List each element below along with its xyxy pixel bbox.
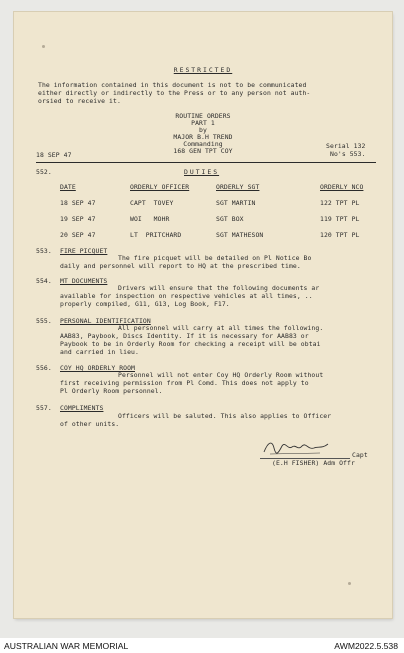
duty-date: 20 SEP 47 — [60, 231, 96, 239]
signature-rank: Capt — [352, 451, 368, 459]
duty-nco: 119 TPT PL — [320, 215, 360, 223]
footer-bar — [0, 638, 404, 653]
item-line: daily and personnel will report to HQ at the prescribed time. — [60, 262, 301, 270]
caveat-line: orsied to receive it. — [38, 97, 121, 105]
caveat-line: The information contained in this document is not to be communicated — [38, 81, 307, 89]
duties-item-number: 552. — [36, 168, 52, 176]
signature-name: (E.H FISHER) Adm Offr — [272, 459, 355, 467]
duty-sgt: SGT MATHESON — [216, 231, 264, 239]
item-title: PERSONAL IDENTIFICATION — [60, 317, 151, 325]
footer-accession-number: AWM2022.5.538 — [334, 641, 398, 651]
item-title: COMPLIMENTS — [60, 404, 104, 412]
duties-heading: DUTIES — [184, 168, 220, 176]
item-line: properly compiled, G11, G13, Log Book, F17. — [60, 300, 230, 308]
item-line: Officers will be saluted. This also applies to Officer — [118, 412, 332, 420]
item-line: Personnel will not enter Coy HQ Orderly Room without — [118, 371, 324, 379]
item-line: AAB83, Paybook, Discs Identity. If it is necessary for AAB83 or — [60, 332, 309, 340]
duty-date: 19 SEP 47 — [60, 215, 96, 223]
duty-nco: 120 TPT PL — [320, 231, 360, 239]
item-title: COY HQ ORDERLY ROOM — [60, 364, 136, 372]
serial-number: Serial 132 — [326, 142, 366, 150]
duty-officer: CAPT TOVEY — [130, 199, 174, 207]
item-number: 555. — [36, 317, 52, 325]
item-title: MT DOCUMENTS — [60, 277, 108, 285]
document-sheet — [14, 12, 392, 618]
item-number: 554. — [36, 277, 52, 285]
duty-date: 18 SEP 47 — [60, 199, 96, 207]
duties-column-header: ORDERLY OFFICER — [130, 183, 190, 191]
duty-officer: LT PRITCHARD — [130, 231, 182, 239]
item-line: Drivers will ensure that the following documents ar — [118, 284, 320, 292]
orders-commander: MAJOR B.H TREND — [173, 133, 233, 141]
item-number: 557. — [36, 404, 52, 412]
item-number: 553. — [36, 247, 52, 255]
handwritten-signature — [260, 436, 332, 458]
duties-column-header: ORDERLY NCO — [320, 183, 364, 191]
orders-unit: 168 GEN TPT COY — [173, 147, 233, 155]
orders-commanding: Commanding — [183, 140, 223, 148]
order-date: 18 SEP 47 — [36, 151, 72, 159]
item-title: FIRE PICQUET — [60, 247, 108, 255]
paper-mark — [348, 582, 351, 585]
item-line: Paybook to be in Orderly Room for checking a receipt will be obtai — [60, 340, 321, 348]
item-line: of other units. — [60, 420, 120, 428]
paper-mark — [42, 45, 45, 48]
duty-officer: WOI MOHR — [130, 215, 170, 223]
duty-sgt: SGT BOX — [216, 215, 244, 223]
item-line: All personnel will carry at all times the following. — [118, 324, 324, 332]
caveat-line: either directly or indirectly to the Press or to any person not auth- — [38, 89, 311, 97]
orders-title: ROUTINE ORDERS — [175, 112, 231, 120]
duty-nco: 122 TPT PL — [320, 199, 360, 207]
duty-sgt: SGT MARTIN — [216, 199, 256, 207]
item-number: 556. — [36, 364, 52, 372]
item-line: and carried in lieu. — [60, 348, 139, 356]
footer-institution: AUSTRALIAN WAR MEMORIAL — [4, 641, 129, 651]
item-line: first receiving permission from Pl Comd. This does not apply to — [60, 379, 309, 387]
item-line: available for inspection on respective vehicles at all times, .. — [60, 292, 313, 300]
order-numbers: No's 553. — [330, 150, 366, 158]
duties-column-header: DATE — [60, 183, 76, 191]
heading-rule — [36, 162, 376, 163]
orders-part: PART 1 — [191, 119, 215, 127]
orders-by: by — [199, 126, 207, 134]
item-line: The fire picquet will be detailed on Pl Notice Bo — [118, 254, 312, 262]
item-line: Pl Orderly Room personnel. — [60, 387, 163, 395]
classification-heading: RESTRICTED — [173, 66, 233, 74]
duties-column-header: ORDERLY SGT — [216, 183, 260, 191]
